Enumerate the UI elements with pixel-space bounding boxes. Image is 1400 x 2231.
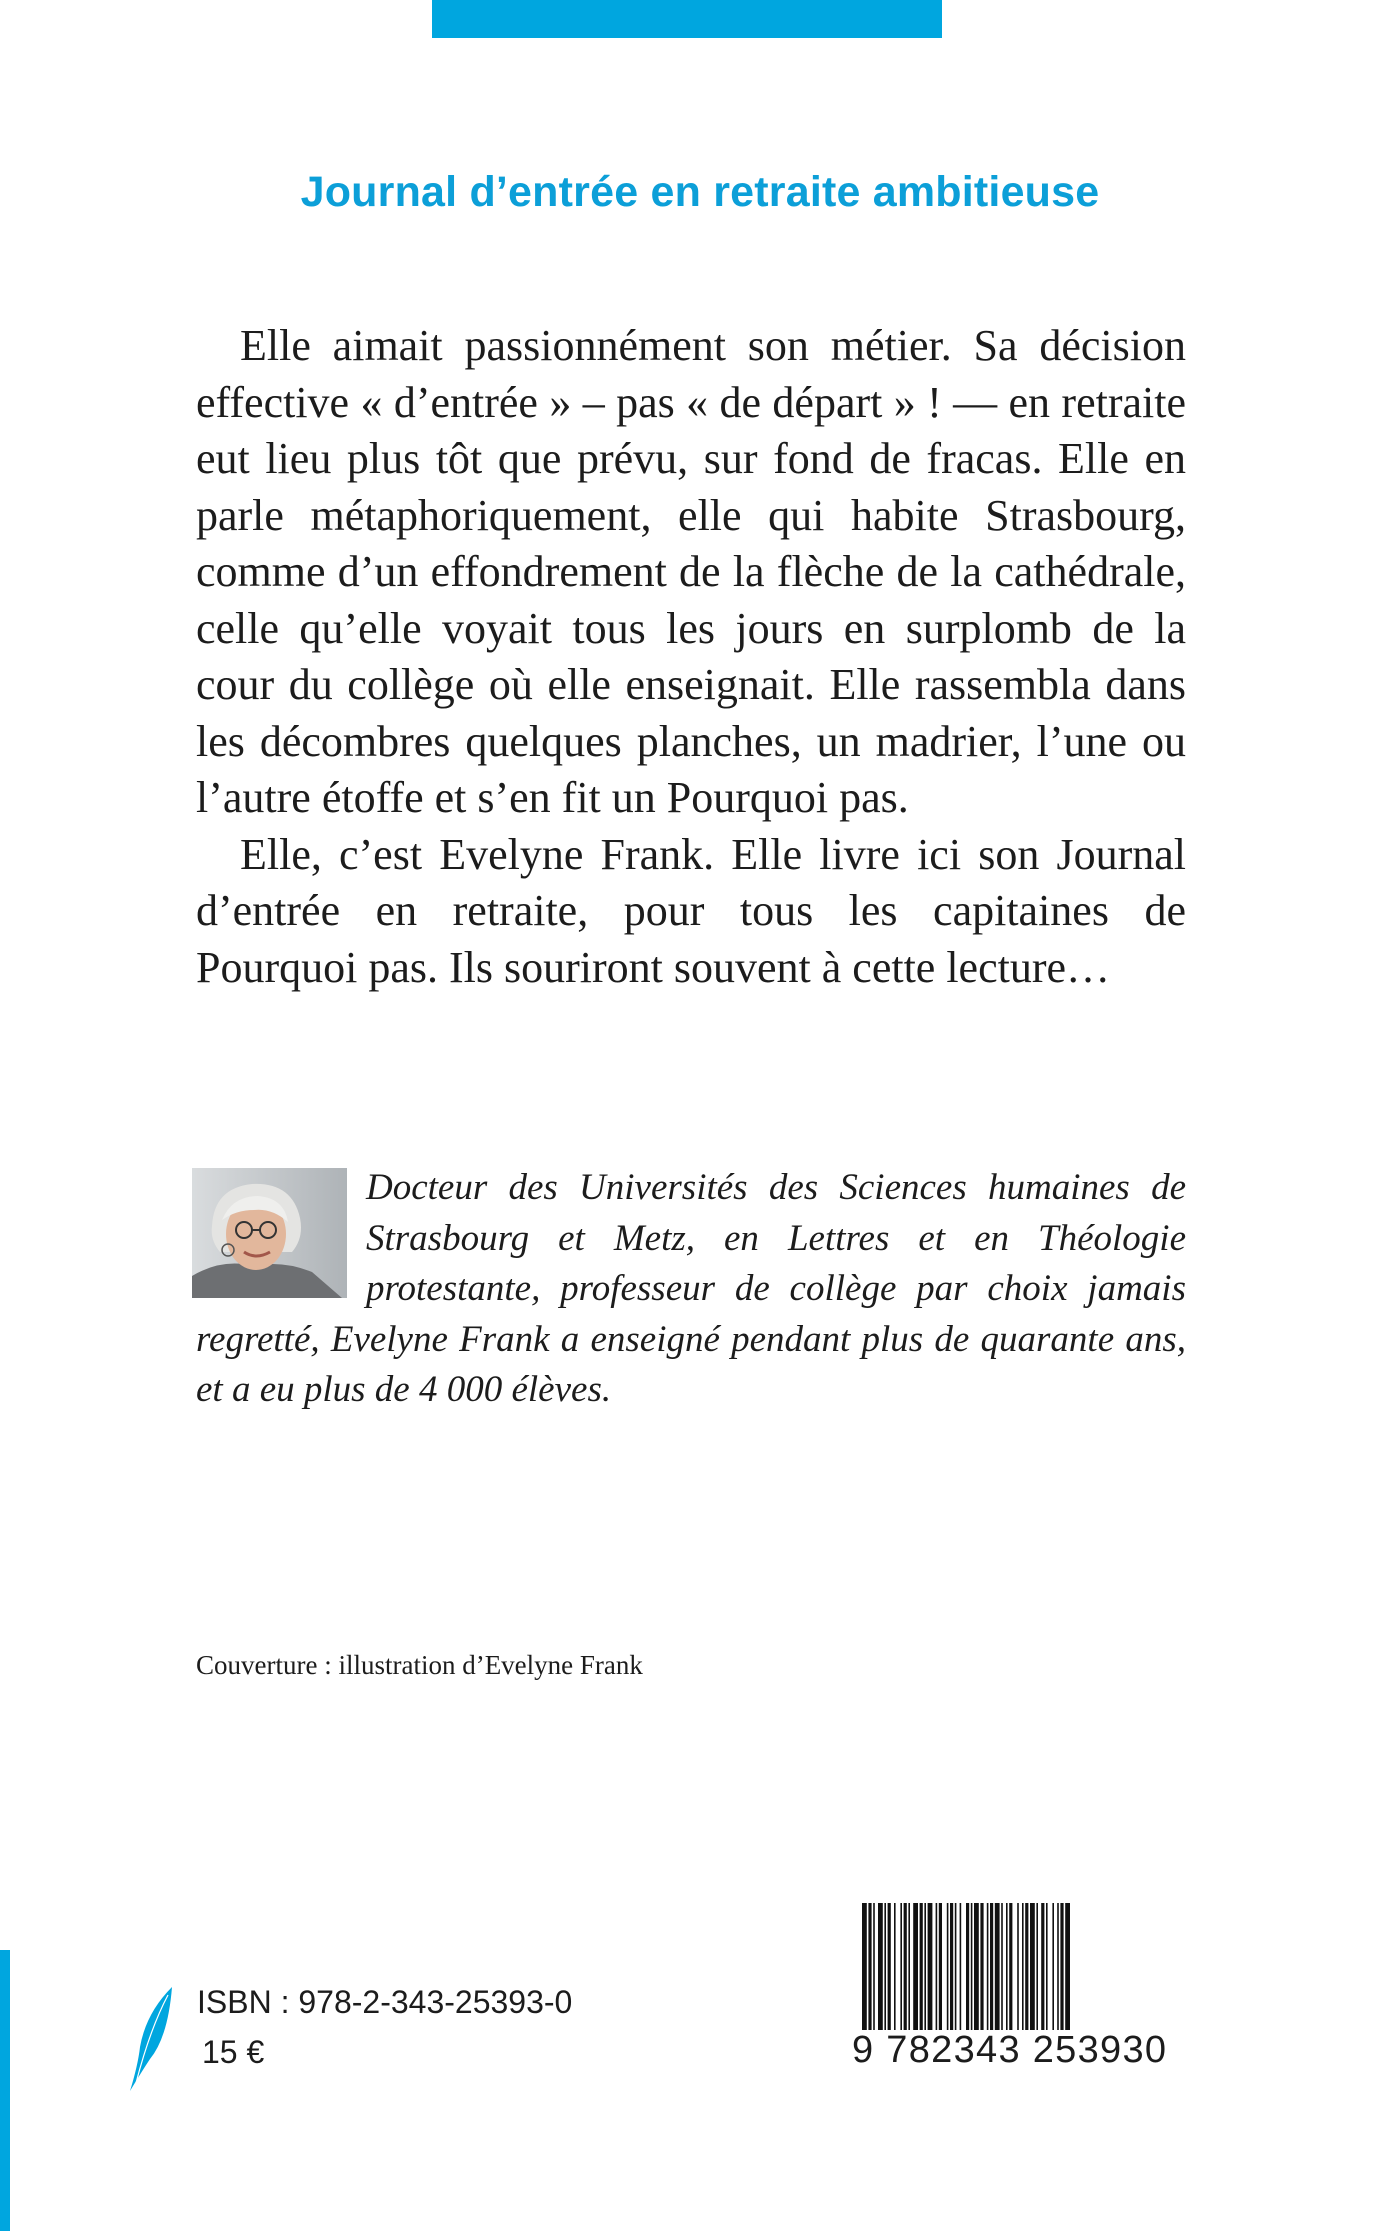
barcode-bar	[960, 1903, 962, 2033]
barcode-bar	[1060, 1903, 1063, 2033]
top-color-band	[432, 0, 942, 38]
barcode-bar	[987, 1903, 989, 2033]
barcode-bar	[1022, 1903, 1024, 2033]
barcode-bar	[995, 1903, 1000, 2033]
isbn: ISBN : 978-2-343-25393-0	[197, 1984, 573, 2020]
price: 15 €	[202, 2034, 265, 2070]
synopsis	[196, 318, 1186, 996]
barcode-bar	[924, 1903, 926, 2033]
barcode-bar	[1046, 1903, 1048, 2033]
cover-credit: Couverture : illustration d’Evelyne Frank	[196, 1650, 643, 1680]
barcode-bar	[971, 1903, 973, 2033]
barcode-bar	[913, 1903, 918, 2033]
barcode-bar	[1057, 1903, 1059, 2033]
barcode-bar	[1036, 1903, 1038, 2033]
feather-logo-icon	[128, 1985, 178, 2095]
synopsis-paragraph-1: Elle aimait passionnément son métier. Sa décision effective « d’entrée » – pas « de départ » ! — en retraite eut lieu plus tôt que prévu, sur fond de fracas. Elle en parle métaphoriquement, elle qui habite Strasbourg, comme d’un effondrement de la flèche de la cathédrale, celle qu’elle voyait tous les jours en surplomb de la cour du collège où elle enseignait. Elle rassembla dans les décombres quelques planches, un madrier, l’une ou l’autre étoffe et s’en fit un Pourquoi pas.	[196, 321, 1186, 822]
barcode-bar	[873, 1903, 875, 2033]
barcode-bar	[1001, 1903, 1003, 2033]
barcode-bar	[1009, 1903, 1012, 2033]
barcode-bar	[1006, 1903, 1008, 2033]
author-bio-text: Docteur des Universités des Sciences humaines de Strasbourg et Metz, en Lettres et en Théologie protestante, professeur de collège par choix jamais regretté, Evelyne Frank a enseigné pendant plus de quarante ans, et a eu plus de 4 000 élèves.	[196, 1167, 1186, 1410]
barcode-bar	[966, 1903, 969, 2033]
barcode-bar	[955, 1903, 957, 2033]
barcode-bar	[878, 1903, 883, 2033]
barcode-bar	[908, 1903, 910, 2033]
barcode-bar	[939, 1903, 942, 2033]
barcode-bar	[947, 1903, 949, 2033]
barcode-digits: 9 782343 253930	[852, 2030, 1182, 2070]
barcode-bar	[884, 1903, 886, 2033]
barcode-bar	[980, 1903, 983, 2033]
barcode-bar	[974, 1903, 979, 2033]
book-title: Journal d’entrée en retraite ambitieuse	[300, 168, 1100, 216]
barcode-bar	[928, 1903, 933, 2033]
barcode-bar	[936, 1903, 938, 2033]
synopsis-paragraph-2: Elle, c’est Evelyne Frank. Elle livre ici son Journal d’entrée en retraite, pour tous les capitaines de Pourquoi pas. Ils souriront souvent à cette lecture…	[196, 829, 1186, 992]
barcode-bar	[1065, 1903, 1070, 2033]
side-color-band	[0, 1950, 10, 2231]
barcode-bar	[868, 1903, 871, 2033]
barcode-bar	[1052, 1903, 1054, 2033]
author-portrait-icon	[192, 1168, 347, 1298]
barcode-bar	[904, 1903, 907, 2033]
barcode-bar	[950, 1903, 953, 2033]
barcode-bar	[862, 1903, 867, 2033]
barcode-bar	[894, 1903, 896, 2033]
barcode-bar	[1017, 1903, 1019, 2033]
barcode-bar	[888, 1903, 891, 2033]
barcode-bar	[900, 1903, 902, 2033]
barcode-bar	[1030, 1903, 1035, 2033]
barcode-bar	[1025, 1903, 1028, 2033]
barcode-bar	[920, 1903, 923, 2033]
barcode-bar	[990, 1903, 993, 2033]
barcode-bar	[1041, 1903, 1044, 2033]
